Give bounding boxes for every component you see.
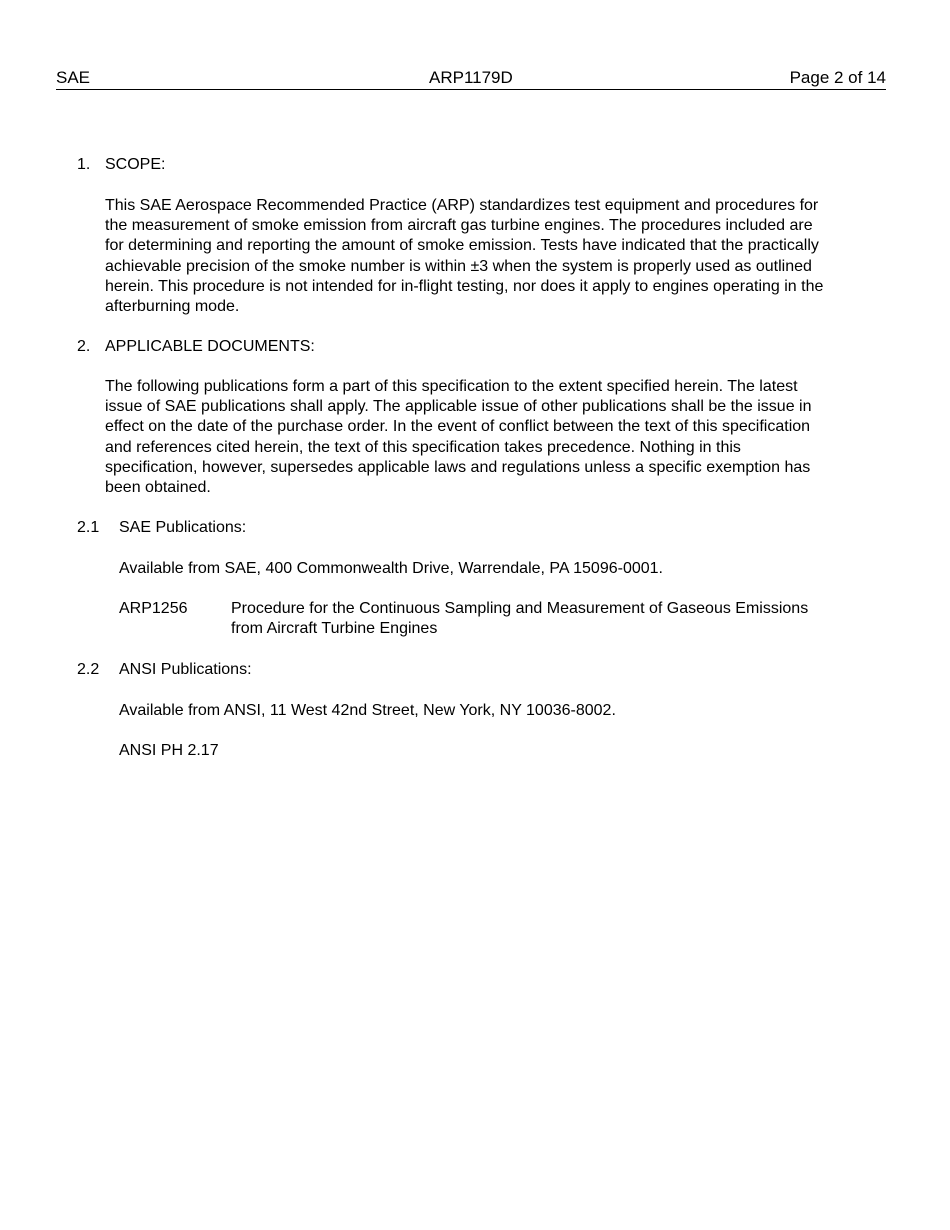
paragraph-line: This SAE Aerospace Recommended Practice (ARP) standardizes test equipment and procedures for — [105, 197, 819, 214]
reference-code: ARP1256 — [119, 600, 188, 617]
section-title: APPLICABLE DOCUMENTS: — [105, 338, 315, 355]
paragraph-line: issue of SAE publications shall apply. The applicable issue of other publications shall be the issue in — [105, 398, 812, 416]
reference-title-line: from Aircraft Turbine Engines — [231, 620, 438, 637]
reference-code: ANSI PH 2.17 — [119, 742, 219, 759]
section-number: 2.2 — [77, 661, 100, 678]
paragraph-line: been obtained. — [105, 479, 211, 497]
section-number: 2.1 — [77, 519, 100, 536]
section-title: ANSI Publications: — [119, 661, 252, 678]
availability-text: Available from SAE, 400 Commonwealth Drive, Warrendale, PA 15096-0001. — [119, 560, 663, 577]
section-paragraph — [105, 196, 823, 317]
paragraph-line: for determining and reporting the amount of smoke emission. Tests have indicated that the practically — [105, 237, 819, 255]
paragraph-line: and references cited herein, the text of this specification takes precedence. Nothing in this — [105, 438, 741, 456]
paragraph-line: effect on the date of the purchase order. In the event of conflict between the text of this specification — [105, 418, 811, 436]
availability-text: Available from ANSI, 11 West 42nd Street, New York, NY 10036-8002. — [119, 702, 616, 719]
paragraph-line: achievable precision of the smoke number is within ±3 when the system is properly used as outlined — [105, 257, 812, 275]
reference-title — [231, 599, 808, 639]
paragraph-line: specification, however, supersedes applicable laws and regulations unless a specific exemption has — [105, 458, 811, 476]
section-number: 2. — [77, 338, 91, 355]
header-document-number: ARP1179D — [429, 68, 513, 87]
paragraph-line: herein. This procedure is not intended for in-flight testing, nor does it apply to engines operating in the — [105, 277, 824, 295]
header-organization: SAE — [56, 68, 91, 87]
page-header — [56, 67, 886, 90]
section-paragraph — [105, 377, 812, 498]
paragraph-line: the measurement of smoke emission from aircraft gas turbine engines. The procedures included are — [105, 217, 813, 235]
paragraph-line: afterburning mode. — [105, 298, 240, 316]
reference-title-line: Procedure for the Continuous Sampling and Measurement of Gaseous Emissions — [231, 600, 809, 617]
section-title: SCOPE: — [105, 156, 166, 173]
section-title: SAE Publications: — [119, 519, 247, 536]
paragraph-line: The following publications form a part of this specification to the extent specified herein. The latest — [105, 378, 798, 395]
header-page-number: Page 2 of 14 — [789, 68, 886, 87]
section-number: 1. — [77, 156, 91, 173]
